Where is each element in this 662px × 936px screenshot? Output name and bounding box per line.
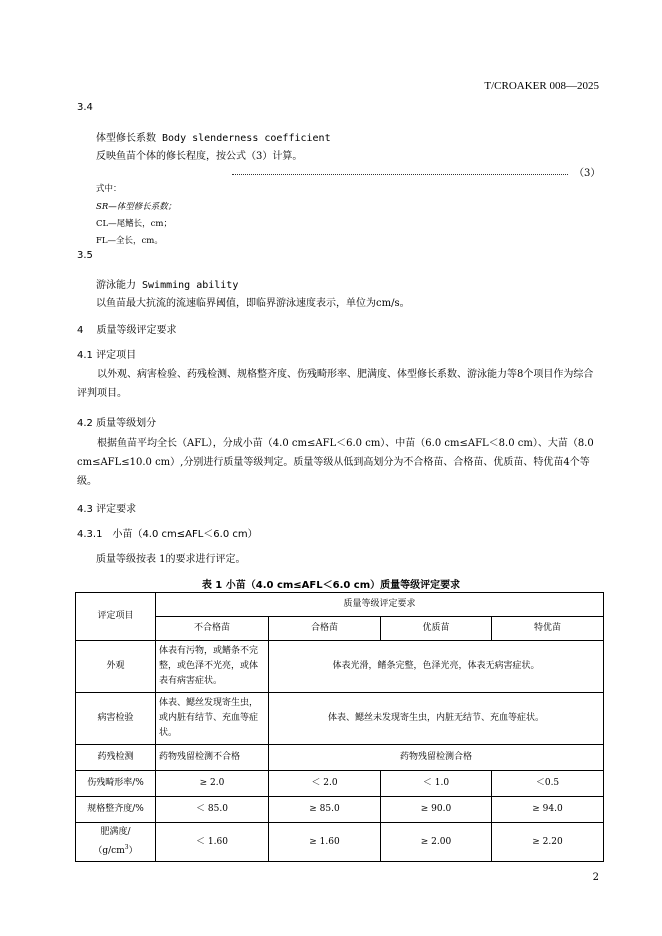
table-row <box>76 693 604 745</box>
document-code: T/CROAKER 008—2025 <box>484 80 599 92</box>
table-row <box>76 593 604 617</box>
formula-var-fl: FL—全长，cm。 <box>96 236 163 246</box>
uniformity-quality: ≥ 90.0 <box>381 797 492 823</box>
grade-header-qualified: 合格苗 <box>269 617 381 641</box>
deformity-quality: ＜ 1.0 <box>381 771 492 797</box>
row-label-fatness <box>76 823 156 862</box>
formula-var-cl: CL—尾鳍长，cm； <box>96 219 172 229</box>
section-3-4-term: 体型修长系数 Body slenderness coefficient <box>96 133 331 144</box>
deformity-premium: ＜0.5 <box>492 771 604 797</box>
table-row <box>76 797 604 823</box>
section-3-4-definition: 反映鱼苗个体的修长程度，按公式（3）计算。 <box>96 151 303 162</box>
table-header-item: 评定项目 <box>76 593 156 641</box>
uniformity-qualified: ≥ 85.0 <box>269 797 381 823</box>
table-1-title: 表 1 小苗（4.0 cm≤AFL＜6.0 cm）质量等级评定要求 <box>201 580 461 591</box>
grade-header-premium: 特优苗 <box>492 617 604 641</box>
section-4-1-heading: 4.1 评定项目 <box>77 350 137 361</box>
appearance-pass: 体表光滑，鳍条完整，色泽光亮，体表无病害症状。 <box>269 641 604 693</box>
formula-leader-dots <box>232 166 568 175</box>
uniformity-fail: ＜ 85.0 <box>156 797 269 823</box>
formula-var-sr: SR—体型修长系数； <box>96 202 177 212</box>
appearance-fail: 体表有污物，或鳍条不完整，或色泽不光亮，或体表有病害症状。 <box>156 641 269 693</box>
table-header-group: 质量等级评定要求 <box>156 593 604 617</box>
section-3-4-number: 3.4 <box>77 102 93 113</box>
fatness-premium: ≥ 2.20 <box>492 823 604 862</box>
row-label-disease: 病害检验 <box>76 693 156 745</box>
fatness-label-close: ） <box>128 846 138 856</box>
deformity-qualified: ＜ 2.0 <box>269 771 381 797</box>
section-3-5-term: 游泳能力 Swimming ability <box>96 280 239 291</box>
deformity-fail: ≥ 2.0 <box>156 771 269 797</box>
fatness-quality: ≥ 2.00 <box>381 823 492 862</box>
fatness-fail: ＜ 1.60 <box>156 823 269 862</box>
section-3-5-number: 3.5 <box>77 250 93 261</box>
grade-header-fail: 不合格苗 <box>156 617 269 641</box>
grade-header-quality: 优质苗 <box>381 617 492 641</box>
row-label-deformity: 伤残畸形率/% <box>76 771 156 797</box>
residue-fail: 药物残留检测不合格 <box>156 745 269 771</box>
table-row <box>76 617 604 641</box>
formula-where-label: 式中： <box>96 184 122 194</box>
section-4-3-1-heading: 4.3.1 小苗（4.0 cm≤AFL＜6.0 cm） <box>77 529 258 540</box>
fatness-label-unit: （g/cm <box>93 846 125 856</box>
section-4-2-heading: 4.2 质量等级划分 <box>77 418 157 429</box>
row-label-appearance: 外观 <box>76 641 156 693</box>
fatness-label-sup: 3 <box>124 844 129 851</box>
section-4-3-heading: 4.3 评定要求 <box>77 504 137 515</box>
table-1 <box>75 592 604 862</box>
uniformity-premium: ≥ 94.0 <box>492 797 604 823</box>
table-row <box>76 641 604 693</box>
fatness-qualified: ≥ 1.60 <box>269 823 381 862</box>
residue-pass: 药物残留检测合格 <box>269 745 604 771</box>
section-4-3-1-text: 质量等级按表 1的要求进行评定。 <box>96 554 246 565</box>
disease-pass: 体表、鳃丝未发现寄生虫，内脏无结节、充血等症状。 <box>269 693 604 745</box>
formula-number: （3） <box>574 168 601 179</box>
disease-fail: 体表、鳃丝发现寄生虫，或内脏有结节、充血等症状。 <box>156 693 269 745</box>
table-row <box>76 823 604 862</box>
section-4-heading: 4 质量等级评定要求 <box>77 325 177 336</box>
table-row <box>76 771 604 797</box>
section-4-2-text: 根据鱼苗平均全长（AFL），分成小苗（4.0 cm≤AFL＜6.0 cm）、中苗（6.0 cm≤AFL＜8.0 cm）、大苗（8.0 cm≤AFL≤10.0 cm）,分别进行质量等级判定。质量等级从低到高划分为不合格苗、合格苗、优质苗、特优苗4个等级。 <box>77 438 594 487</box>
fatness-label-line1: 肥满度/ <box>100 827 131 837</box>
section-4-1-text: 以外观、病害检验、药残检测、规格整齐度、伤残畸形率、肥满度、体型修长系数、游泳能力等8个项目作为综合评判项目。 <box>77 369 594 399</box>
section-3-5-definition: 以鱼苗最大抗流的流速临界阈值，即临界游泳速度表示，单位为cm/s。 <box>96 298 410 309</box>
table-row <box>76 745 604 771</box>
row-label-uniformity: 规格整齐度/% <box>76 797 156 823</box>
row-label-residue: 药残检测 <box>76 745 156 771</box>
page-number: 2 <box>592 872 599 883</box>
